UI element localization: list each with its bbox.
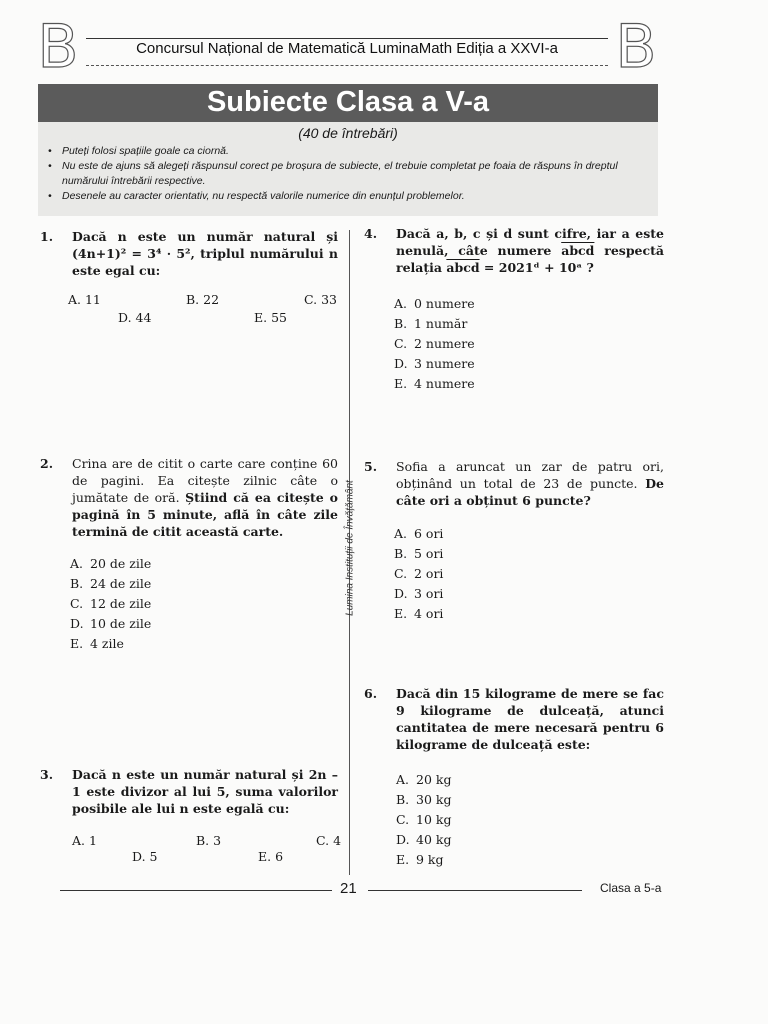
option[interactable]: D. 3 numere xyxy=(394,356,475,371)
question-text: Sofia a aruncat un zar de patru ori, obținând un total de 23 de puncte. De câte ori a obținut 6 puncte? xyxy=(396,459,664,508)
question-text: Dacă n este un număr natural și 2n – 1 este divizor al lui 5, suma valorilor posibile ale lui n este egală cu: xyxy=(72,767,338,816)
option[interactable]: C. 4 xyxy=(316,833,342,848)
option[interactable]: B. 3 xyxy=(196,833,222,848)
option[interactable]: D. 44 xyxy=(118,310,152,325)
sidebar-caption: Lumina Instituții de Învățământ xyxy=(344,480,356,616)
option[interactable]: C. 33 xyxy=(304,292,337,307)
footer-rule-left xyxy=(60,890,332,891)
option[interactable]: E. 4 zile xyxy=(70,636,124,651)
subject-title-bar xyxy=(38,84,658,122)
option[interactable]: A. 6 ori xyxy=(394,526,444,541)
question-text: Dacă a, b, c și d sunt cifre, iar a este nenulă, câte numere abcd respectă relația abcd = 2021ᵈ + 10ᵃ ? xyxy=(396,226,664,275)
class-label: Clasa a 5-a xyxy=(600,881,662,895)
option[interactable]: C. 2 numere xyxy=(394,336,475,351)
option[interactable]: B. 5 ori xyxy=(394,546,444,561)
option[interactable]: D. 5 xyxy=(132,849,158,864)
options-q6 xyxy=(396,772,596,872)
option[interactable]: B. 22 xyxy=(186,292,220,307)
option[interactable]: A. 11 xyxy=(68,292,101,307)
contest-title: Concursul Național de Matematică LuminaMath Ediția a XXVI-a xyxy=(136,40,558,57)
page-number: 21 xyxy=(340,880,357,897)
question-text: Dacă n este un număr natural și (4n+1)² = 3⁴ · 5², triplul numărului n este egal cu: xyxy=(72,229,338,278)
instructions-list xyxy=(44,144,646,204)
option[interactable]: B. 24 de zile xyxy=(70,576,152,591)
question-count: (40 de întrebări) xyxy=(298,125,398,141)
option[interactable]: C. 12 de zile xyxy=(70,596,152,611)
header-letter-right: B xyxy=(615,12,657,82)
instruction-item: • Puteți folosi spațiile goale ca ciornă. xyxy=(56,144,646,159)
option[interactable]: D. 3 ori xyxy=(394,586,444,601)
options-q2 xyxy=(70,556,270,656)
option[interactable]: E. 4 numere xyxy=(394,376,475,391)
options-q1 xyxy=(68,292,340,332)
option[interactable]: E. 55 xyxy=(254,310,287,325)
question-number: 3. xyxy=(40,767,54,782)
instruction-item: • Nu este de ajuns să alegeți răspunsul corect pe broșura de subiecte, el trebuie completat pe foaia de răspuns în dreptul numărului întrebării respective. xyxy=(56,159,646,189)
option[interactable]: C. 2 ori xyxy=(394,566,444,581)
option[interactable]: A. 1 xyxy=(72,833,97,848)
option[interactable]: A. 20 de zile xyxy=(70,556,152,571)
option[interactable]: B. 1 număr xyxy=(394,316,468,331)
options-q4 xyxy=(394,296,594,396)
page-footer xyxy=(60,880,666,900)
option[interactable]: E. 6 xyxy=(258,849,284,864)
question-number: 6. xyxy=(364,686,378,701)
question-number: 2. xyxy=(40,456,54,471)
footer-rule-right xyxy=(368,890,582,891)
option[interactable]: A. 20 kg xyxy=(396,772,452,787)
option[interactable]: E. 9 kg xyxy=(396,852,444,867)
question-number: 5. xyxy=(364,459,378,474)
option[interactable]: D. 40 kg xyxy=(396,832,452,847)
options-q3 xyxy=(72,833,342,873)
subject-title: Subiecte Clasa a V-a xyxy=(206,86,490,118)
options-q5 xyxy=(394,526,594,626)
header-letter-left: B xyxy=(37,12,79,82)
option[interactable]: D. 10 de zile xyxy=(70,616,152,631)
contest-header xyxy=(36,12,658,82)
subject-box xyxy=(38,84,658,216)
option[interactable]: B. 30 kg xyxy=(396,792,452,807)
question-text: Dacă din 15 kilograme de mere se fac 9 kilograme de dulceață, atunci cantitatea de mere necesară pentru 6 kilograme de dulceață este: xyxy=(396,686,664,752)
instruction-item: • Desenele au caracter orientativ, nu respectă valorile numerice din enunțul problemelor. xyxy=(56,189,646,204)
option[interactable]: A. 0 numere xyxy=(394,296,475,311)
option[interactable]: E. 4 ori xyxy=(394,606,444,621)
option[interactable]: C. 10 kg xyxy=(396,812,452,827)
question-number: 4. xyxy=(364,226,378,241)
question-number: 1. xyxy=(40,229,54,244)
question-text: Crina are de citit o carte care conține 60 de pagini. Ea citește zilnic câte o jumătate de oră. Știind că ea citește o pagină în 5 minute, află în câte zile termină de citit această carte. xyxy=(72,456,339,539)
